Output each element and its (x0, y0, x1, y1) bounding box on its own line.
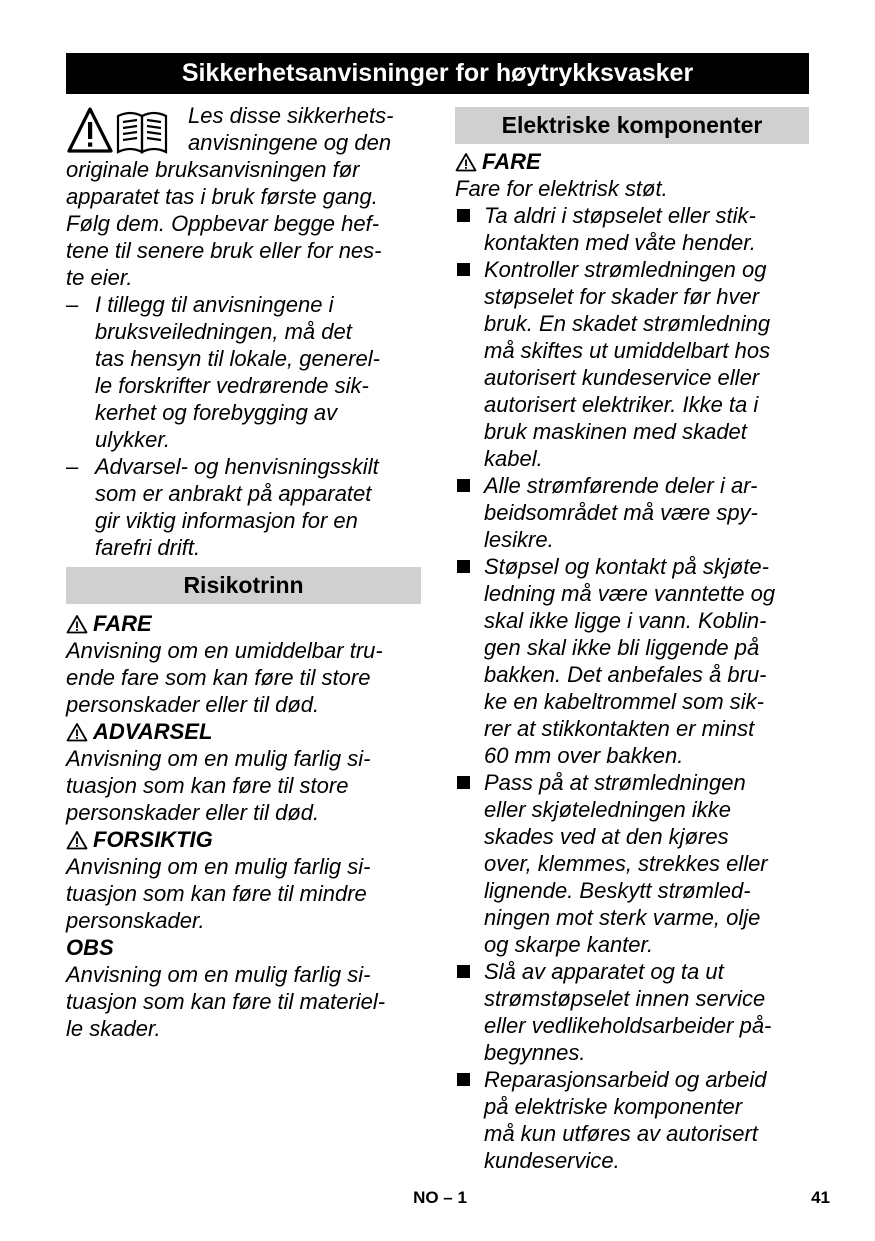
bullet-item: Pass på at strømledningen eller skjøteledningen ikke skades ved at den kjøres over, klemmes, strekkes eller lignende. Beskytt strømled- ningen mot sterk varme, olje og skarpe kanter. (455, 769, 810, 958)
left-column (66, 102, 421, 1042)
bullet-item: Reparasjonsarbeid og arbeid på elektriske komponenter må kun utføres av autorisert kundeservice. (455, 1066, 810, 1174)
intro-text: Les disse sikkerhets- anvisningene og den originale bruksanvisningen før apparatet tas i bruk første gang. Følg dem. Oppbevar begge hef- tene til senere bruk eller for nes- te eier. (66, 103, 394, 290)
risk-level-obs: OBS Anvisning om en mulig farlig si- tuasjon som kan føre til materiel- le skader. (66, 935, 386, 1041)
bullet-square-icon (457, 1073, 470, 1086)
risk-level-fare: FARE Anvisning om en umiddelbar tru- ende fare som kan føre til store personskader eller til død. (66, 611, 383, 717)
bullet-item: Støpsel og kontakt på skjøte- ledning må være vanntette og skal ikke ligge i vann. Koblin- gen skal ikke bli liggende på bakken. Det anbefales å bru- ke en kabeltrommel som sik- rer at stikkontakten er minst 60 mm over bakken. (455, 553, 810, 769)
dash-list-item: – Advarsel- og henvisningsskilt som er anbrakt på apparatet gir viktig informasjon for en farefri drift. (66, 454, 379, 560)
dash-list-item: – I tillegg til anvisningene i bruksveiledningen, må det tas hensyn til lokale, generel- le forskrifter vedrørende sik- kerhet og forebygging av ulykker. (66, 292, 380, 452)
bullet-item: Kontroller strømledningen og støpselet for skader før hver bruk. En skadet strømledning må skiftes ut umiddelbart hos autorisert kundeservice eller autorisert elektriker. Ikke ta i bruk maskinen med skadet kabel. (455, 256, 810, 472)
electrical-components-heading: Elektriske komponenter (455, 107, 809, 144)
warning-book-icon (66, 106, 172, 156)
danger-label: FARE (455, 148, 810, 175)
bullet-square-icon (457, 479, 470, 492)
bullet-square-icon (457, 776, 470, 789)
risk-level-advarsel: ADVARSEL Anvisning om en mulig farlig si- tuasjon som kan føre til store personskader eller til død. (66, 719, 371, 825)
bullet-square-icon (457, 965, 470, 978)
danger-text: Fare for elektrisk støt. (455, 176, 668, 201)
bullet-item: Ta aldri i støpselet eller stik- kontakten med våte hender. (455, 202, 810, 256)
bullet-square-icon (457, 209, 470, 222)
bullet-item: Slå av apparatet og ta ut strømstøpselet innen service eller vedlikeholdsarbeider på- begynnes. (455, 958, 810, 1066)
page-number: 41 (811, 1188, 830, 1207)
bullet-square-icon (457, 263, 470, 276)
bullet-square-icon (457, 560, 470, 573)
bullet-item: Alle strømførende deler i ar- beidsområdet må være spy- lesikre. (455, 472, 810, 553)
right-column (455, 102, 810, 1174)
risk-level-forsiktig: FORSIKTIG Anvisning om en mulig farlig si- tuasjon som kan føre til mindre personskader. (66, 827, 371, 933)
warning-triangle-icon (66, 722, 88, 742)
risk-levels-heading: Risikotrinn (66, 567, 421, 604)
warning-triangle-icon (66, 830, 88, 850)
warning-triangle-icon (455, 152, 477, 172)
book-icon (118, 113, 166, 152)
warning-triangle-icon (66, 614, 88, 634)
footer-section-label: NO – 1 (413, 1188, 467, 1207)
warning-triangle-icon (69, 109, 111, 151)
page-title: Sikkerhetsanvisninger for høytrykksvasker (66, 53, 809, 94)
intro-block (66, 102, 421, 291)
